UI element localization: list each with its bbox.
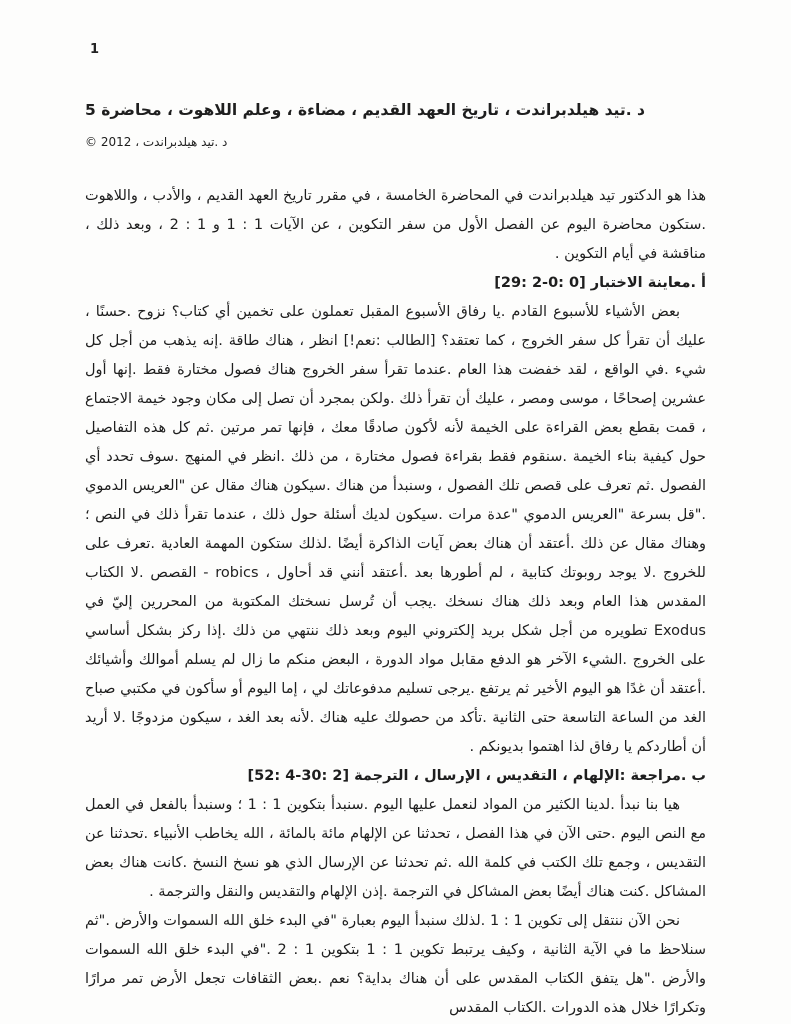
body-paragraph: هيا بنا نبدأ .لدينا الكثير من المواد لنعمل عليها اليوم .سنبدأ بتكوين 1 : 1 ؛ وسنبدأ بالفعل في العمل مع النص اليوم .حتى الآن في هذا الفصل ، تحدثنا عن الإلهام مائة بالمائة ، الله يخاطب الأنبياء .تحدثنا عن التقديس ، وجمع تلك الكتب في كلمة الله .ثم تحدثنا عن الإرسال الذي هو نسخ النسخ .كانت هناك بعض المشاكل .كنت هناك أيضًا بعض المشاكل في الترجمة .إذن الإلهام والتقديس والنقل والترجمة . <box>85 797 706 900</box>
page-number: 1 <box>90 42 100 57</box>
section-heading: أ .معاينة الاختبار [0 :0-2 :29] <box>494 275 706 291</box>
document-title: د .تيد هيلدبراندت ، تاريخ العهد القديم ، مضاءة ، وعلم اللاهوت ، محاضرة 5 <box>85 101 645 119</box>
document-header <box>85 98 706 150</box>
section-heading: ب .مراجعة :الإلهام ، التقديس ، الإرسال ، الترجمة [2 :30-4 :52] <box>247 768 706 784</box>
body-paragraph: نحن الآن ننتقل إلى تكوين 1 : 1 .لذلك سنبدأ اليوم بعبارة "في البدء خلق الله السموات والأرض ."ثم سنلاحظ ما في الآية الثانية ، وكيف يرتبط تكوين 1 : 1 بتكوين 1 : 2 ."في البدء خلق الله السموات والأرض ."هل يتفق الكتاب المقدس على أن هناك بداية؟ نعم .بعض الثقافات تجعل الأرض تمر مرارًا وتكرارًا خلال هذه الدورات .الكتاب المقدس <box>85 913 706 1016</box>
body-paragraph: بعض الأشياء للأسبوع القادم .يا رفاق الأسبوع المقبل تعملون على تخمين أي كتاب؟ نزوح .حسنًا ، عليك أن تقرأ كل سفر الخروج ، كما تعتقد؟ [الطالب :نعم!] انظر ، هناك طاقة .إنه يذهب من أجل كل شيء .في الواقع ، لقد خفضت هذا العام .عندما تقرأ سفر الخروج هناك فصول مختارة فقط .إنها أول عشرين إصحاحًا ، موسى ومصر ، عليك أن تقرأ ذلك .ولكن بمجرد أن تصل إلى مكان وجود خيمة الاجتماع ، قمت بقطع بعض القراءة على الخيمة لأنه لأكون صادقًا معك ، فإنها تمر مرتين .ثم كل هذه التفاصيل حول كيفية بناء الخيمة .سنقوم فقط بقراءة فصول مختارة ، من ذلك .انظر في المنهج .سوف تحدد أي الفصول .ثم تعرف على قصص تلك الفصول ، وسنبدأ من هناك .سيكون هناك مقال عن "العريس الدموي ."قل بسرعة "العريس الدموي "عدة مرات .سيكون لديك أسئلة حول ذلك ، عندما تقرأ ذلك في النص ؛ وهناك مقال عن ذلك .أعتقد أن هناك بعض آيات الذاكرة أيضًا .لذلك ستكون المهمة العادية .تعرف على للخروج .لا يوجد روبوتك كتابية ، لم أطورها بعد .أعتقد أنني قد أحاول ، robics - القصص .لا الكتاب المقدس هذا العام وبعد ذلك هناك نسخك .يجب أن تُرسل نسختك المكتوبة من المحررين إليّ في Exodus تطويره من أجل شكل بريد إلكتروني اليوم وبعد ذلك ننتهي من ذلك .إذا ركز بشكل أساسي على الخروج .الشيء الآخر هو الدفع مقابل مواد الدورة ، البعض منكم ما زال لم يسلم أموالك وأشيائك .أعتقد أن غدًا هو اليوم الأخير ثم يرتفع .يرجى تسليم مدفوعاتك لي ، إما اليوم أو سأكون في مكتبي صباح الغد من الساعة التاسعة حتى الثانية .تأكد من حصولك عليه هناك .لأنه بعد الغد ، سيكون مزدوجًا .لا أريد أن أطاردكم يا رفاق لذا اهتموا بديونكم . <box>85 304 706 755</box>
body-paragraph: هذا هو الدكتور تيد هيلدبراندت في المحاضرة الخامسة ، في مقرر تاريخ العهد القديم ، والأدب ، واللاهوت .ستكون محاضرة اليوم عن الفصل الأول من سفر التكوين ، عن الآيات 1 : 1 و 1 : 2 ، وبعد ذلك ، مناقشة في أيام التكوين . <box>85 188 706 262</box>
document-body <box>85 182 706 1023</box>
copyright-line: د .تيد هيلدبراندت ، 2012 © <box>85 135 228 149</box>
